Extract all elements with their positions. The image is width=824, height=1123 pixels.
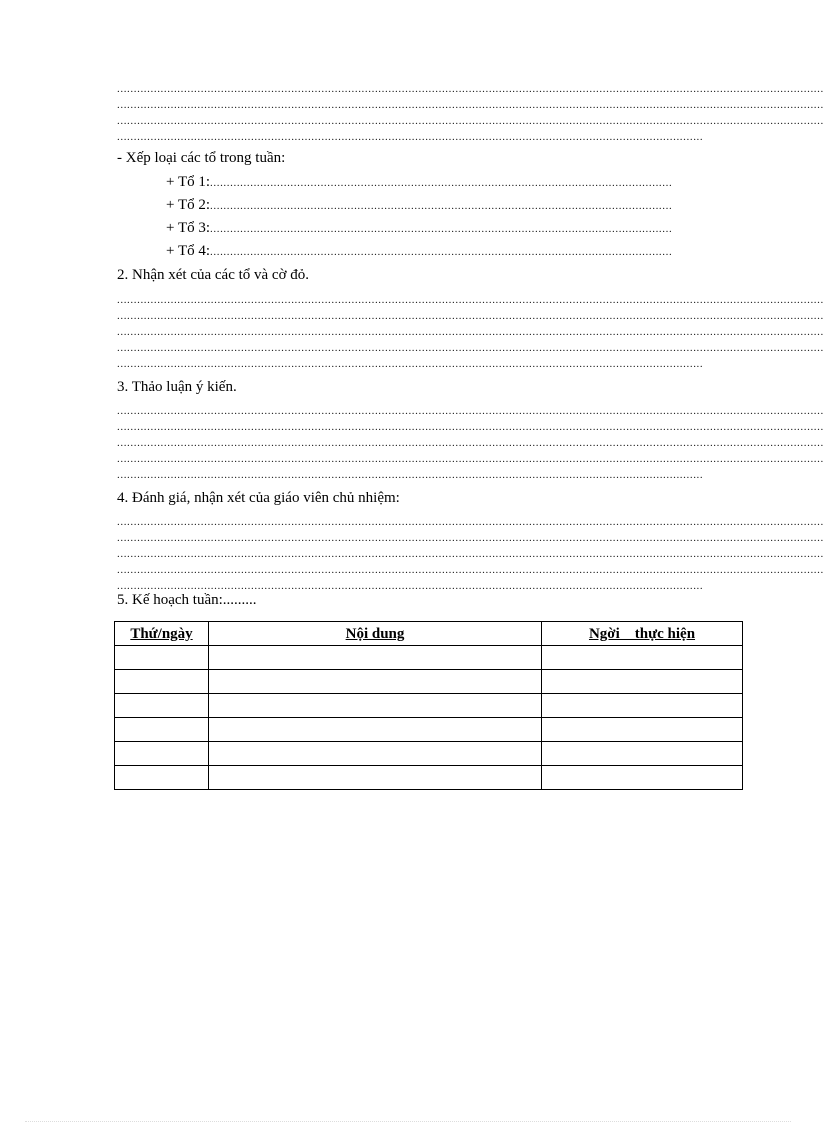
dotted-line: ................................................................................................................................................................................................................... xyxy=(117,437,824,449)
cell-day[interactable] xyxy=(115,718,209,742)
page-bottom-rule xyxy=(25,1121,791,1122)
cell-person[interactable] xyxy=(542,694,743,718)
table-header-row xyxy=(115,622,743,646)
table-row xyxy=(115,718,743,742)
header-person: Ngời thực hiện xyxy=(542,622,743,646)
header-content: Nội dung xyxy=(209,622,542,646)
cell-content[interactable] xyxy=(209,742,542,766)
cell-day[interactable] xyxy=(115,694,209,718)
dotted-line: ............................................................................................................................................................................... xyxy=(117,469,704,481)
group-4-row xyxy=(166,241,701,261)
dotted-line: ................................................................................................................................................................................................................... xyxy=(117,115,824,127)
ranking-label: - Xếp loại các tổ trong tuần: xyxy=(117,150,286,166)
dotted-line: ................................................................................................................................................................................................................... xyxy=(117,294,824,306)
dotted-line: ................................................................................................................................................................................................................... xyxy=(117,453,824,465)
cell-content[interactable] xyxy=(209,718,542,742)
cell-day[interactable] xyxy=(115,670,209,694)
group-3-row xyxy=(166,218,701,238)
cell-content[interactable] xyxy=(209,766,542,790)
section-3-heading: 3. Thảo luận ý kiến. xyxy=(117,379,237,395)
header-day: Thứ/ngày xyxy=(115,622,209,646)
dotted-line: ................................................................................................................................................................................................................... xyxy=(117,99,824,111)
cell-day[interactable] xyxy=(115,766,209,790)
dotted-line: ................................................................................................................................................................................................................... xyxy=(117,342,824,354)
group-4-label: + Tổ 4: xyxy=(166,243,211,259)
cell-day[interactable] xyxy=(115,646,209,670)
dotted-line: ............................................................................................................................................................................... xyxy=(117,131,704,143)
group-1-label: + Tổ 1: xyxy=(166,174,211,190)
cell-person[interactable] xyxy=(542,766,743,790)
dotted-line: ................................................................................................................................................................................................................... xyxy=(117,310,824,322)
dotted-line: ................................................................................................................................................................................................................... xyxy=(117,421,824,433)
table-row xyxy=(115,742,743,766)
cell-person[interactable] xyxy=(542,742,743,766)
group-2-label: + Tổ 2: xyxy=(166,197,211,213)
group-1-fill: .......................................................................................................................................... xyxy=(210,177,673,189)
dotted-line: ................................................................................................................................................................................................................... xyxy=(117,326,824,338)
dotted-line: ............................................................................................................................................................................... xyxy=(117,580,704,592)
group-1-row xyxy=(166,172,701,192)
cell-content[interactable] xyxy=(209,646,542,670)
dotted-line: ................................................................................................................................................................................................................... xyxy=(117,548,824,560)
dotted-line: ................................................................................................................................................................................................................... xyxy=(117,83,824,95)
cell-day[interactable] xyxy=(115,742,209,766)
cell-content[interactable] xyxy=(209,670,542,694)
group-3-fill: .......................................................................................................................................... xyxy=(210,223,673,235)
table-row xyxy=(115,766,743,790)
group-4-fill: .......................................................................................................................................... xyxy=(210,246,673,258)
dotted-line: ................................................................................................................................................................................................................... xyxy=(117,564,824,576)
section-2-heading: 2. Nhận xét của các tổ và cờ đỏ. xyxy=(117,267,310,283)
table-row xyxy=(115,646,743,670)
section-4-heading: 4. Đánh giá, nhận xét của giáo viên chủ nhiệm: xyxy=(117,490,400,506)
group-3-label: + Tổ 3: xyxy=(166,220,211,236)
group-2-fill: .......................................................................................................................................... xyxy=(210,200,673,212)
table-row xyxy=(115,694,743,718)
dotted-line: ............................................................................................................................................................................... xyxy=(117,358,704,370)
cell-content[interactable] xyxy=(209,694,542,718)
cell-person[interactable] xyxy=(542,718,743,742)
dotted-line: ................................................................................................................................................................................................................... xyxy=(117,532,824,544)
weekly-plan-table xyxy=(114,621,743,790)
section-5-heading: 5. Kế hoạch tuần:......... xyxy=(117,592,257,608)
cell-person[interactable] xyxy=(542,670,743,694)
cell-person[interactable] xyxy=(542,646,743,670)
dotted-line: ................................................................................................................................................................................................................... xyxy=(117,516,824,528)
table-row xyxy=(115,670,743,694)
group-2-row xyxy=(166,195,701,215)
dotted-line: ................................................................................................................................................................................................................... xyxy=(117,405,824,417)
